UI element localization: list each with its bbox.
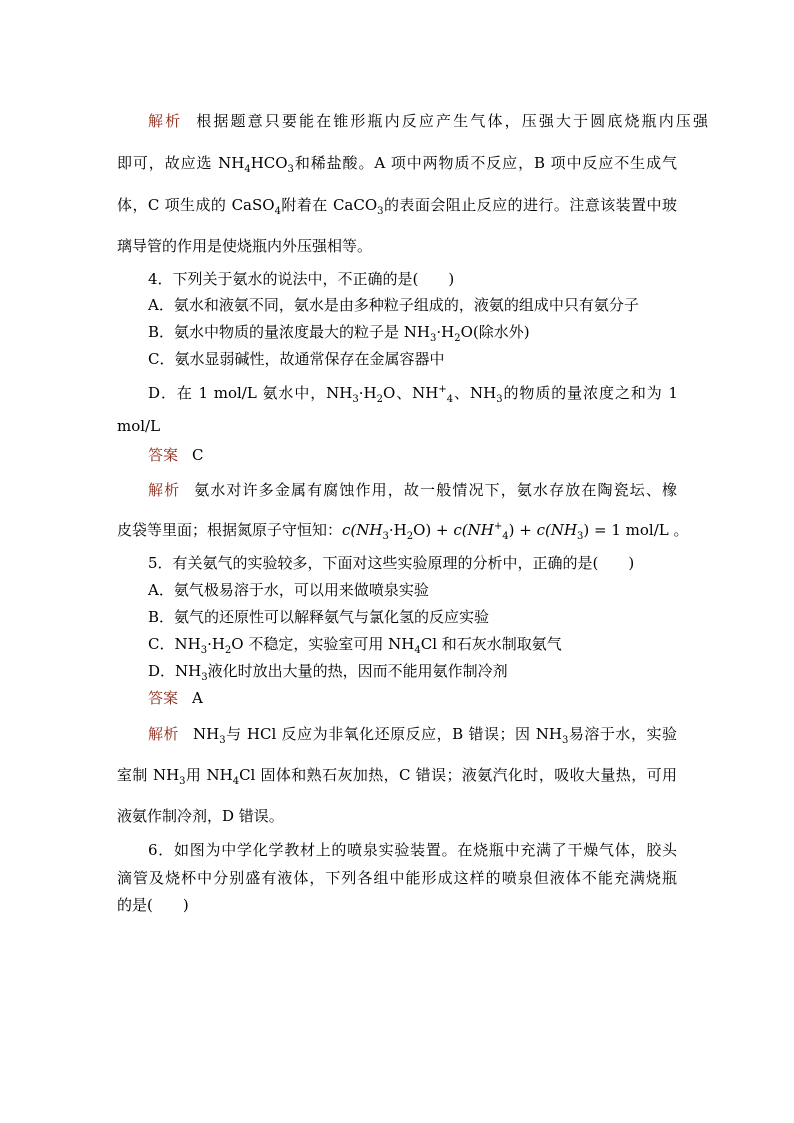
option-c: C．氨水显弱碱性，故通常保存在金属容器中 [148,350,445,368]
explanation-line [148,111,708,131]
text: ·H [358,384,377,402]
subscript: 3 [200,645,208,656]
subscript: 4 [244,164,251,173]
question-stem: 的是( ) [117,896,189,914]
text: D．NH [148,662,202,680]
text: NH [193,725,220,743]
answer-value: C [192,446,204,464]
text: Cl 和石灰水制取氨气 [420,635,562,653]
text: 用 NH [185,766,233,784]
explanation-text: 氨水对许多金属有腐蚀作用，故一般情况下，氨水存放在陶瓷坛、橡 [194,481,677,499]
text: ·H [388,521,407,539]
text: O 不稳定，实验室可用 NH [231,635,415,653]
text: ) = 1 mol/L 。 [583,521,689,539]
text: 室制 NH [117,766,180,784]
option-b: B．氨气的还原性可以解释氨气与氯化氢的反应实验 [148,608,490,626]
text: c(NH [453,521,494,539]
superscript: + [493,521,503,532]
explanation-line: 液氨作制冷剂，D 错误。 [117,807,284,825]
subscript: 2 [406,531,414,542]
text: B．氨水中物质的量浓度最大的粒子是 NH [148,323,430,341]
answer-label: 答案 [148,689,179,707]
subscript: 3 [382,531,389,542]
text: c(NH [536,521,578,539]
subscript: 3 [562,735,569,744]
text: 的物质的量浓度之和为 1 [502,384,678,402]
explanation-line [148,480,677,500]
answer-value: A [192,689,203,707]
question-stem: 6．如图为中学化学教材上的喷泉实验装置。在烧瓶中充满了干燥气体，胶头 [148,841,677,859]
subscript: 4 [274,206,281,215]
answer-line [148,688,794,708]
explanation-label: 解析 [148,481,181,499]
option-a: A．氨气极易溶于水，可以用来做喷泉实验 [148,581,429,599]
text: ·H [436,323,455,341]
subscript: 3 [201,672,208,683]
subscript: 2 [224,645,232,656]
text: 璃导管的作用是使烧瓶内外压强相等。 [117,237,373,255]
question-stem: 5．有关氨气的实验较多，下面对这些实验原理的分析中，正确的是( ) [148,554,635,572]
option-b [148,322,794,342]
text: 即可，故应选 NH [117,154,245,172]
question-stem: 滴管及烧杯中分别盛有液体，下列各组中能形成这样的喷泉但液体不能充满烧瓶 [117,869,677,887]
superscript: + [438,384,447,395]
text: O) + [413,521,454,539]
text: ) + [508,521,537,539]
option-a: A．氨水和液氨不同，氨水是由多种粒子组成的，液氨的组成中只有氨分子 [148,296,639,314]
subscript: 3 [179,776,186,785]
subscript: 2 [454,333,461,344]
text: O、NH [383,384,439,402]
subscript: 4 [232,776,240,785]
answer-label: 答案 [148,446,179,464]
text: 附着在 CaCO [280,196,378,214]
subscript: 4 [502,531,509,542]
subscript: 3 [496,394,503,403]
text: O(除水外) [460,323,530,341]
explanation-text: 根据题意只要能在锥形瓶内反应产生气体，压强大于圆底烧瓶内压强 [196,112,708,130]
text: 与 HCl 反应为非氧化还原反应，B 错误；因 NH [225,725,563,743]
text: ·H [207,635,225,653]
subscript: 2 [376,394,383,403]
text: Cl 固体和熟石灰加热，C 错误；液氨汽化时，吸收大量热，可用 [239,766,677,784]
subscript: 3 [377,206,384,215]
text: c(NH [342,521,383,539]
text: 和稀盐酸。A 项中两物质不反应，B 项中反应不生成气 [293,154,677,172]
text: 易溶于水，实验 [568,725,677,743]
option-d [148,661,794,681]
subscript: 3 [577,531,584,542]
option-d [148,383,678,403]
text: 的表面会阻止反应的进行。注意该装置中玻 [383,196,677,214]
explanation-line [117,195,677,215]
subscript: 3 [287,164,294,173]
text: 皮袋等里面；根据氮原子守恒知： [117,521,343,539]
explanation-label: 解析 [148,725,180,743]
subscript: 3 [352,394,359,403]
explanation-line [117,765,677,785]
option-c [148,634,794,654]
subscript: 3 [219,735,226,744]
text: D．在 1 mol/L 氨水中，NH [148,384,353,402]
option-d-cont: mol/L [117,417,161,435]
text: 体，C 项生成的 CaSO [117,196,275,214]
explanation-line [117,153,677,173]
text: HCO [250,154,288,172]
explanation-line [117,520,794,540]
subscript: 3 [430,333,437,344]
text: 液化时放出大量的热，因而不能用氨作制冷剂 [207,662,508,680]
answer-line [148,445,794,465]
explanation-line [148,724,677,744]
subscript: 4 [446,394,454,403]
subscript: 4 [414,645,421,656]
text: C．NH [148,635,201,653]
question-stem: 4．下列关于氨水的说法中，不正确的是( ) [148,270,455,288]
explanation-line [117,236,794,256]
explanation-label: 解析 [148,112,183,130]
text: 、NH [453,384,497,402]
